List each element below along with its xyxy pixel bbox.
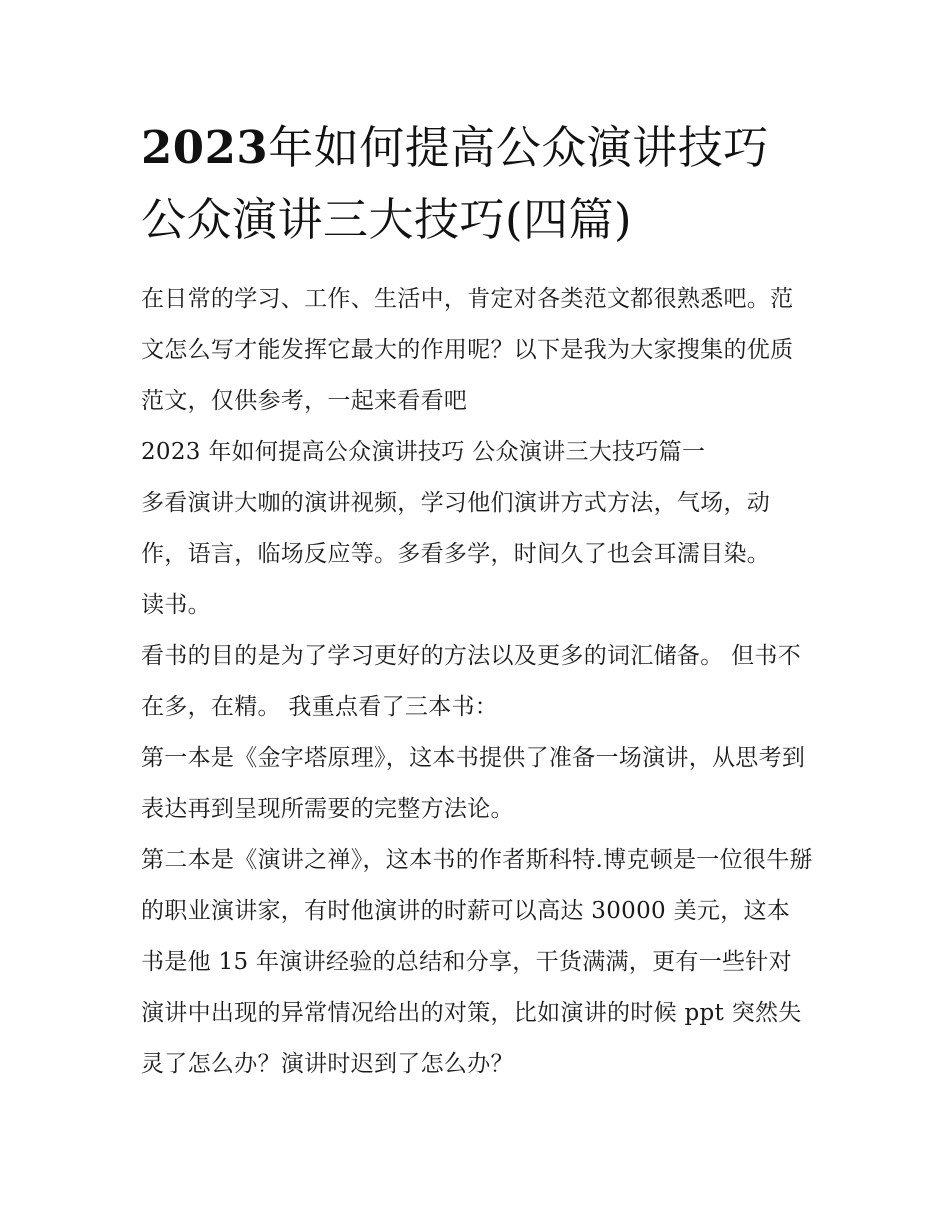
paragraph-book-two: 第二本是《演讲之禅》，这本书的作者斯科特.博克顿是一位很牛掰的职业演讲家，有时他演讲的时薪可以高达 30000 美元，这本书是他 15 年演讲经验的总结和分享，干货满满，更有一些针对演讲中出现的异常情况给出的对策，比如演讲的时候 ppt 突然失灵了怎么办？演讲时迟到了怎么办？ — [141, 847, 813, 1077]
title-year: 2023 — [141, 121, 269, 174]
section-heading: 2023 年如何提高公众演讲技巧 公众演讲三大技巧篇一 — [141, 439, 706, 465]
title-text: 年如何提高公众演讲技巧公众演讲三大技巧(四篇) — [141, 121, 769, 246]
paragraph-book-one: 第一本是《金字塔原理》，这本书提供了准备一场演讲，从思考到表达再到呈现所需要的完整方法论。 — [141, 745, 806, 822]
document-title — [141, 112, 813, 256]
document-body — [141, 274, 813, 1090]
paragraph-watch-videos: 多看演讲大咖的演讲视频，学习他们演讲方式方法，气场，动作，语言，临场反应等。多看多学，时间久了也会耳濡目染。 — [141, 490, 771, 567]
intro-paragraph: 在日常的学习、工作、生活中，肯定对各类范文都很熟悉吧。范文怎么写才能发挥它最大的作用呢？以下是我为大家搜集的优质范文，仅供参考，一起来看看吧 — [141, 286, 794, 414]
paragraph-read-books: 读书。 — [141, 592, 211, 618]
document-page — [141, 112, 813, 1090]
paragraph-book-purpose: 看书的目的是为了学习更好的方法以及更多的词汇储备。 但书不在多，在精。 我重点看了三本书： — [141, 643, 802, 720]
